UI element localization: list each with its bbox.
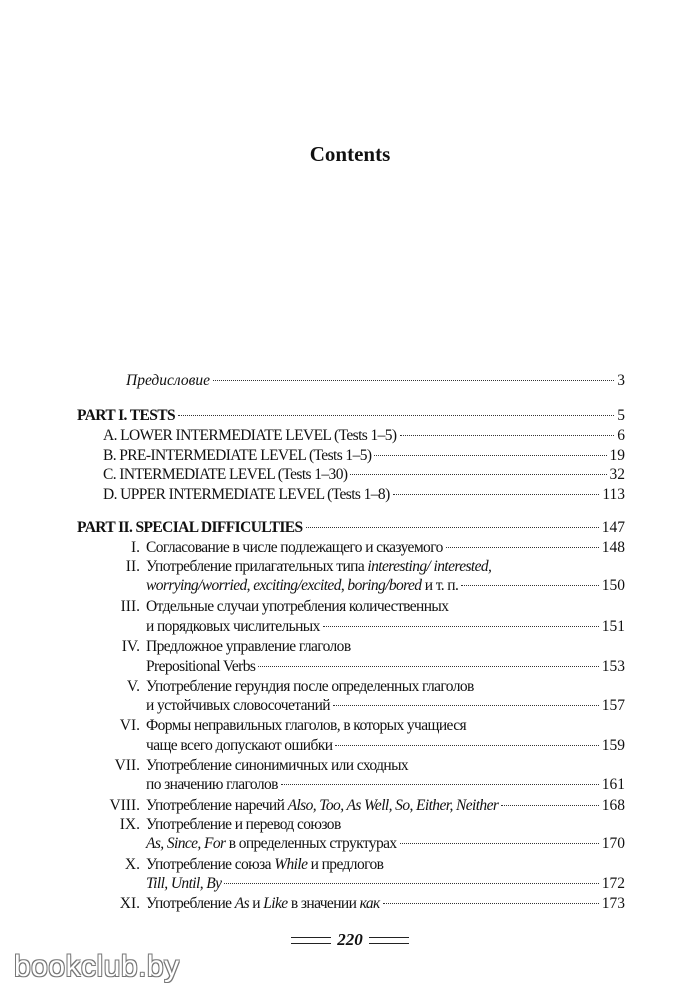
toc-page-number: 5 [617, 407, 625, 424]
toc-entry-section-ix[interactable] [146, 834, 625, 853]
dot-leader [374, 454, 606, 456]
toc-entry-section-vii-line1 [146, 756, 625, 775]
toc-entry-label: и [249, 895, 264, 912]
toc-entry-section-iv-line1 [146, 637, 625, 656]
dot-leader [323, 625, 599, 627]
toc-entry-label: Предложное управление глаголов [146, 638, 351, 655]
toc-entry-section-x-line1 [146, 855, 625, 874]
dot-leader [333, 704, 599, 706]
toc-entry-section-iii[interactable] [146, 617, 625, 636]
toc-entry-part1[interactable] [77, 406, 625, 425]
toc-page-number: 170 [601, 835, 625, 852]
toc-entry-section-v-line1 [146, 677, 625, 696]
dot-leader [400, 434, 615, 436]
toc-page-number: 153 [601, 658, 625, 675]
toc-entry-label-italic: Till, Until, By [146, 875, 222, 892]
toc-entry-part2[interactable] [77, 518, 625, 537]
toc-page-number: 3 [617, 372, 625, 389]
section-numeral: I. [130, 539, 140, 556]
footer-rule-right [369, 937, 409, 944]
dot-leader [393, 493, 600, 495]
toc-entry-label-italic: While [274, 856, 308, 873]
toc-entry-section-ix-line1 [146, 815, 625, 834]
toc-entry-label: по значению глаголов [146, 776, 278, 793]
toc-entry-section-ii[interactable] [146, 576, 625, 595]
dot-leader [400, 842, 599, 844]
dot-leader [178, 414, 614, 416]
toc-page-number: 32 [609, 466, 625, 483]
toc-entry-label: D. UPPER INTERMEDIATE LEVEL (Tests 1–8) [103, 486, 390, 503]
toc-entry-label-italic: boring/bored [347, 577, 422, 594]
section-numeral: II. [125, 558, 140, 575]
dot-leader [501, 804, 598, 806]
toc-entry-section-vi[interactable] [146, 736, 625, 755]
toc-entry-label: Отдельные случаи употребления количественных [146, 598, 449, 615]
page-title: Contents [309, 142, 391, 166]
dot-leader [461, 584, 599, 586]
toc-entry-label: и устойчивых словосочетаний [146, 697, 331, 714]
toc-entry-label: Согласование в числе подлежащего и сказуемого [146, 539, 443, 556]
watermark: bookclub.by [14, 950, 180, 983]
section-numeral: V. [126, 678, 140, 695]
dot-leader [281, 783, 599, 785]
toc-entry-label: Предисловие [126, 372, 210, 389]
dot-leader [446, 546, 599, 548]
dot-leader [335, 744, 598, 746]
dot-leader [306, 526, 599, 528]
dot-leader [258, 665, 598, 667]
toc-entry-part1-c[interactable] [103, 465, 625, 484]
toc-entry-label: в значении [287, 895, 360, 912]
dot-leader [213, 379, 614, 381]
toc-entry-label: чаще всего допускают ошибки [146, 737, 333, 754]
toc-entry-label: PART II. SPECIAL DIFFICULTIES [77, 519, 303, 536]
toc-entry-label: в определенных структурах [225, 835, 397, 852]
toc-entry-label: Prepositional Verbs [146, 658, 256, 675]
toc-entry-preface[interactable] [126, 371, 625, 390]
toc-entry-label: Употребление союза [146, 856, 275, 873]
toc-page-number: 161 [601, 776, 625, 793]
toc-entry-section-ii-line1 [146, 557, 625, 576]
toc-entry-label: Употребление синонимичных или сходных [146, 757, 409, 774]
toc-entry-label: Употребление и перевод союзов [146, 816, 341, 833]
toc-entry-section-xi[interactable] [146, 894, 625, 913]
toc-entry-label: , [340, 577, 348, 594]
toc-entry-label-italic: interesting/ interested, [367, 558, 492, 575]
section-numeral: VIII. [109, 797, 140, 814]
toc-entry-section-x[interactable] [146, 874, 625, 893]
toc-page-number: 157 [601, 697, 625, 714]
toc-entry-label-italic: Also, Too, As Well, So, Either, Neither [287, 797, 499, 814]
toc-entry-section-vii[interactable] [146, 775, 625, 794]
section-numeral: VII. [114, 757, 140, 774]
section-numeral: VI. [119, 717, 140, 734]
toc-entry-section-iv[interactable] [146, 657, 625, 676]
section-numeral: III. [120, 598, 140, 615]
toc-entry-label: B. PRE-INTERMEDIATE LEVEL (Tests 1–5) [103, 447, 372, 464]
toc-entry-label: C. INTERMEDIATE LEVEL (Tests 1–30) [103, 466, 348, 483]
section-numeral: IX. [119, 816, 140, 833]
toc-entry-part1-a[interactable] [103, 426, 625, 445]
toc-entry-label: Формы неправильных глаголов, в которых учащиеся [146, 717, 467, 734]
toc-entry-label: Употребление герундия после определенных глаголов [146, 678, 474, 695]
section-numeral: IV. [121, 638, 140, 655]
toc-entry-label-italic: exciting/excited [253, 577, 341, 594]
toc-page-number: 19 [609, 447, 625, 464]
toc-page-number: 168 [601, 797, 625, 814]
toc-entry-label-italic: worrying/worried [146, 577, 247, 594]
toc-entry-label: и т. п. [421, 577, 459, 594]
toc-entry-label: A. LOWER INTERMEDIATE LEVEL (Tests 1–5) [103, 427, 397, 444]
toc-entry-part1-d[interactable] [103, 485, 625, 504]
toc-entry-label-italic: As, Since, For [146, 835, 226, 852]
toc-entry-part1-b[interactable] [103, 446, 625, 465]
toc-entry-section-vi-line1 [146, 716, 625, 735]
toc-entry-label: и предлогов [307, 856, 384, 873]
toc-entry-label: , [246, 577, 254, 594]
toc-entry-label-italic: As [234, 895, 250, 912]
toc-entry-section-v[interactable] [146, 696, 625, 715]
toc-page-number: 151 [601, 618, 625, 635]
toc-entry-label-italic: Like [263, 895, 288, 912]
toc-entry-label: Употребление прилагательных типа [146, 558, 368, 575]
toc-page-number: 148 [601, 539, 625, 556]
toc-page-number: 159 [601, 737, 625, 754]
toc-entry-label: Употребление наречий [146, 797, 288, 814]
dot-leader [383, 902, 599, 904]
toc-entry-section-iii-line1 [146, 597, 625, 616]
section-numeral: XI. [119, 895, 140, 912]
toc-entry-label: Употребление [146, 895, 235, 912]
section-numeral: X. [124, 856, 140, 873]
page-number: 220 [337, 930, 363, 949]
toc-entry-label-italic: как [359, 895, 380, 912]
toc-page-number: 150 [601, 577, 625, 594]
dot-leader [350, 473, 606, 475]
page-footer [0, 930, 700, 950]
toc-entry-label: PART I. TESTS [77, 407, 176, 424]
toc-page-number: 6 [617, 427, 625, 444]
footer-rule-left [291, 937, 331, 944]
toc-page-number: 172 [601, 875, 625, 892]
toc-page-number: 173 [601, 895, 625, 912]
toc-page-number: 113 [602, 486, 625, 503]
toc-entry-section-viii[interactable] [146, 796, 625, 815]
toc-page-number: 147 [601, 519, 625, 536]
dot-leader [224, 882, 598, 884]
toc-entry-label: и порядковых числительных [146, 618, 320, 635]
toc-entry-section-i[interactable] [146, 538, 625, 557]
